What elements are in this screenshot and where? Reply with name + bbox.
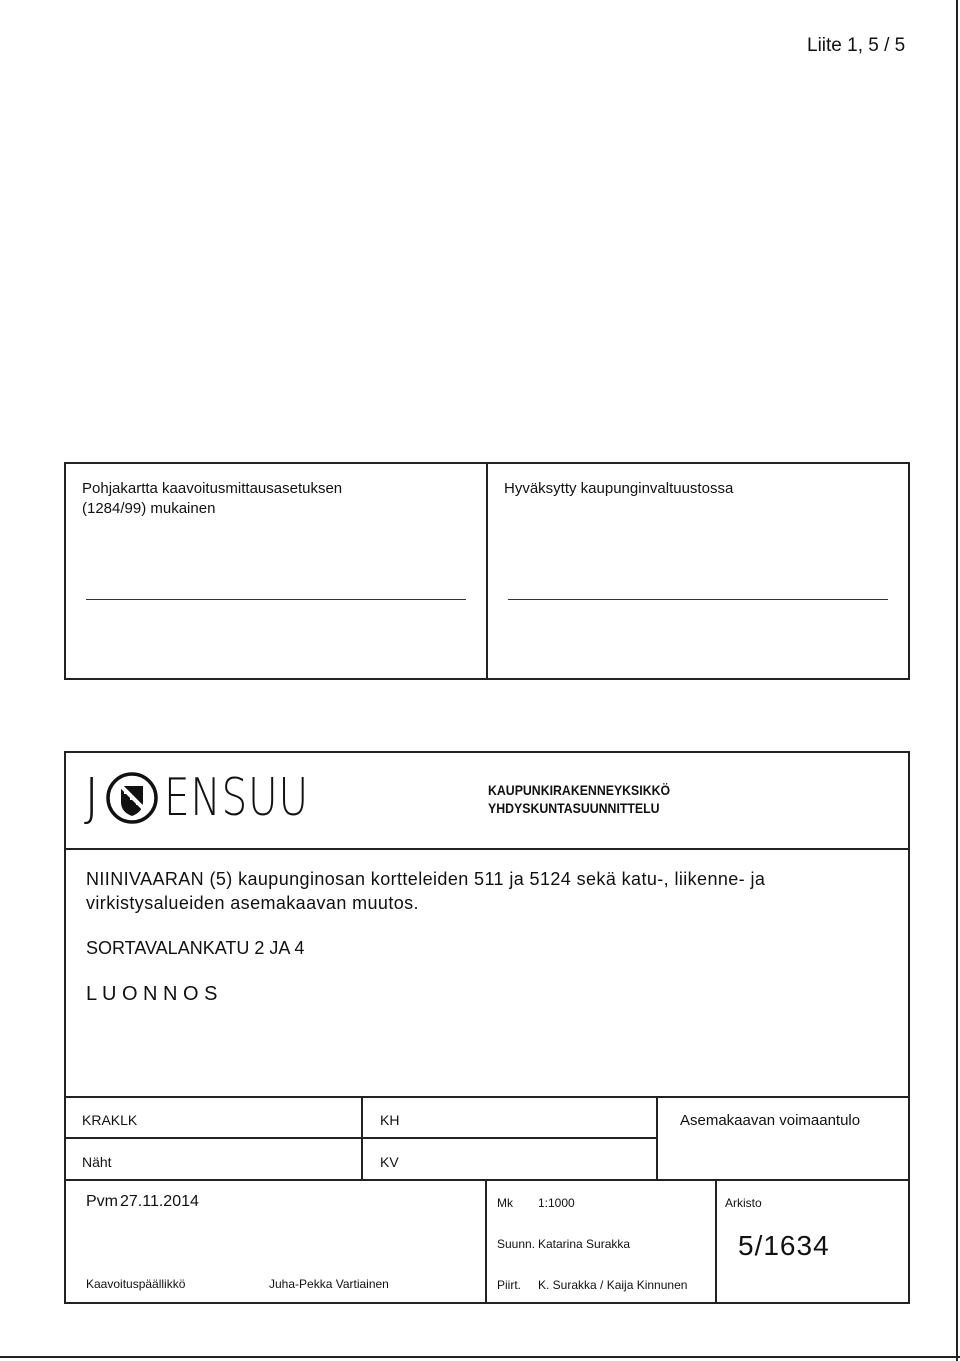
- designer-label: Suunn.: [497, 1237, 536, 1251]
- decisions-top-divider: [64, 1096, 910, 1098]
- scale-value: 1:1000: [538, 1196, 575, 1210]
- drawn-label: Piirt.: [497, 1278, 521, 1292]
- scale-label: Mk: [497, 1196, 513, 1210]
- footer-divider-2: [715, 1179, 717, 1304]
- title-block-header-divider: [64, 848, 910, 850]
- kh-label: KH: [380, 1112, 400, 1128]
- coat-of-arms-icon: [106, 772, 158, 824]
- basemap-text-line1: Pohjakartta kaavoitusmittausasetuksen: [82, 480, 343, 497]
- decisions-bottom-divider: [64, 1179, 910, 1181]
- approval-divider: [486, 462, 488, 680]
- kv-label: KV: [380, 1154, 399, 1170]
- attachment-label: Liite 1, 5 / 5: [807, 35, 906, 56]
- approved-text: Hyväksytty kaupunginvaltuustossa: [504, 480, 734, 497]
- page-border-bottom: [0, 1356, 960, 1358]
- date-label: Pvm: [86, 1193, 118, 1210]
- logo-letter-j: J: [84, 768, 100, 828]
- kraklk-label: KRAKLK: [82, 1112, 138, 1128]
- page-border-right: [956, 0, 958, 1361]
- drawn-name: K. Surakka / Kaija Kinnunen: [538, 1278, 688, 1292]
- plan-status: L U O N N O S: [86, 983, 218, 1005]
- footer-divider-1: [485, 1179, 487, 1304]
- logo-text: ENSUU: [164, 768, 309, 828]
- designer-name: Katarina Surakka: [538, 1237, 631, 1251]
- decisions-divider-2: [656, 1096, 658, 1180]
- plan-title-line2: virkistysalueiden asemakaavan muutos.: [86, 893, 419, 913]
- title-block: [64, 751, 910, 1304]
- signature-line-right: [508, 599, 888, 600]
- plan-address: SORTAVALANKATU 2 JA 4: [86, 938, 305, 958]
- naht-label: Näht: [82, 1154, 112, 1170]
- basemap-text-line2: (1284/99) mukainen: [82, 500, 216, 517]
- joensuu-logo: [84, 768, 309, 828]
- effective-label: Asemakaavan voimaantulo: [680, 1112, 861, 1129]
- signature-line-left: [86, 599, 466, 600]
- archive-label: Arkisto: [725, 1196, 762, 1210]
- date-value: 27.11.2014: [120, 1193, 199, 1210]
- plan-title-line1: NIINIVAARAN (5) kaupunginosan kortteleiden 511 ja 5124 sekä katu-, liikenne- ja: [86, 869, 766, 889]
- archive-value: 5/1634: [738, 1230, 830, 1261]
- department-line1: KAUPUNKIRAKENNEYKSIKKÖ: [488, 782, 671, 798]
- decisions-divider-1: [361, 1096, 363, 1180]
- chief-name: Juha-Pekka Vartiainen: [269, 1277, 389, 1291]
- department-line2: YHDYSKUNTASUUNNITTELU: [488, 800, 660, 816]
- chief-label: Kaavoituspäällikkö: [86, 1277, 186, 1291]
